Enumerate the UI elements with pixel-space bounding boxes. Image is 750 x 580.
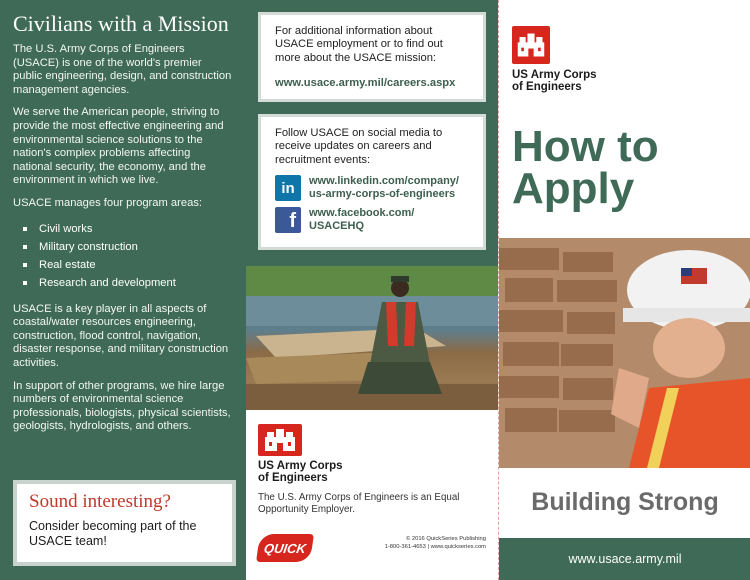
castle-logo-icon — [258, 424, 302, 456]
bullet-icon — [23, 281, 27, 285]
intro-paragraph: The U.S. Army Corps of Engineers (USACE) is one of the world's premier public engineering, design, and construction management agencies. — [13, 43, 232, 96]
bullet-icon — [23, 227, 27, 231]
building-strong-tagline: Building Strong — [531, 488, 719, 516]
careers-link[interactable]: www.usace.army.mil/careers.aspx — [275, 77, 456, 90]
hiring-paragraph: In support of other programs, we hire large numbers of environmental science professionals, biologists, physical scientists, geologists, hydrologists, and others. — [13, 379, 231, 433]
right-panel — [498, 0, 750, 580]
middle-footer — [246, 410, 498, 580]
linkedin-icon: in — [275, 175, 301, 201]
brand-name: US Army Corps of Engineers — [258, 460, 343, 484]
right-logo — [512, 26, 597, 93]
eeo-statement: The U.S. Army Corps of Engineers is an Equal Opportunity Employer. — [258, 492, 460, 515]
callout-title: Sound interesting? — [29, 491, 171, 512]
careers-info-box — [258, 12, 486, 102]
facebook-icon: f — [275, 207, 301, 233]
website-footer — [499, 538, 750, 580]
website-link[interactable]: www.usace.army.mil — [568, 552, 682, 566]
bullet-icon — [23, 263, 27, 267]
callout-box — [13, 480, 236, 566]
how-to-apply-headline: How to Apply — [512, 122, 659, 213]
list-item: Research and development — [23, 274, 232, 292]
quickseries-logo: QUICK — [256, 534, 314, 562]
list-item: Civil works — [23, 220, 232, 238]
key-player-paragraph: USACE is a key player in all aspects of coastal/water resources engineering, construction, flood control, navigation, disaster response, and military construction activities. — [13, 302, 229, 369]
list-item: Real estate — [23, 256, 232, 274]
linkedin-row — [275, 175, 469, 201]
linkedin-link[interactable]: www.linkedin.com/company/ us-army-corps-of-engineers — [309, 175, 459, 201]
soldier-photo-illustration — [246, 266, 498, 410]
worker-photo-illustration — [499, 238, 750, 468]
program-list — [23, 220, 232, 292]
social-info-box — [258, 114, 486, 250]
bullet-icon — [23, 245, 27, 249]
facebook-row — [275, 207, 469, 233]
castle-logo-icon — [512, 26, 550, 64]
program-intro: USACE manages four program areas: — [13, 196, 203, 209]
left-title: Civilians with a Mission — [13, 11, 229, 36]
middle-panel — [246, 0, 498, 580]
careers-info-text: For additional information about USACE employment or to find out more about the USACE mission: — [275, 25, 443, 64]
left-panel — [0, 0, 246, 580]
facebook-link[interactable]: www.facebook.com/ USACEHQ — [309, 207, 415, 233]
callout-text: Consider becoming part of the USACE team! — [29, 519, 197, 548]
soldier-river-photo — [246, 266, 498, 410]
brand-name: US Army Corps of Engineers — [512, 69, 597, 93]
worker-hardhat-photo — [499, 238, 750, 468]
mission-paragraph: We serve the American people, striving to provide the most effective engineering and environmental science solutions to the nation's complex problems affecting national security, the economy, and the environment in which we live. — [13, 106, 224, 187]
list-item: Military construction — [23, 238, 232, 256]
copyright-info: © 2016 QuickSeries Publishing 1-800-361-4653 | www.quickseries.com — [384, 536, 486, 550]
social-info-text: Follow USACE on social media to receive updates on careers and recruitment events: — [275, 127, 443, 166]
